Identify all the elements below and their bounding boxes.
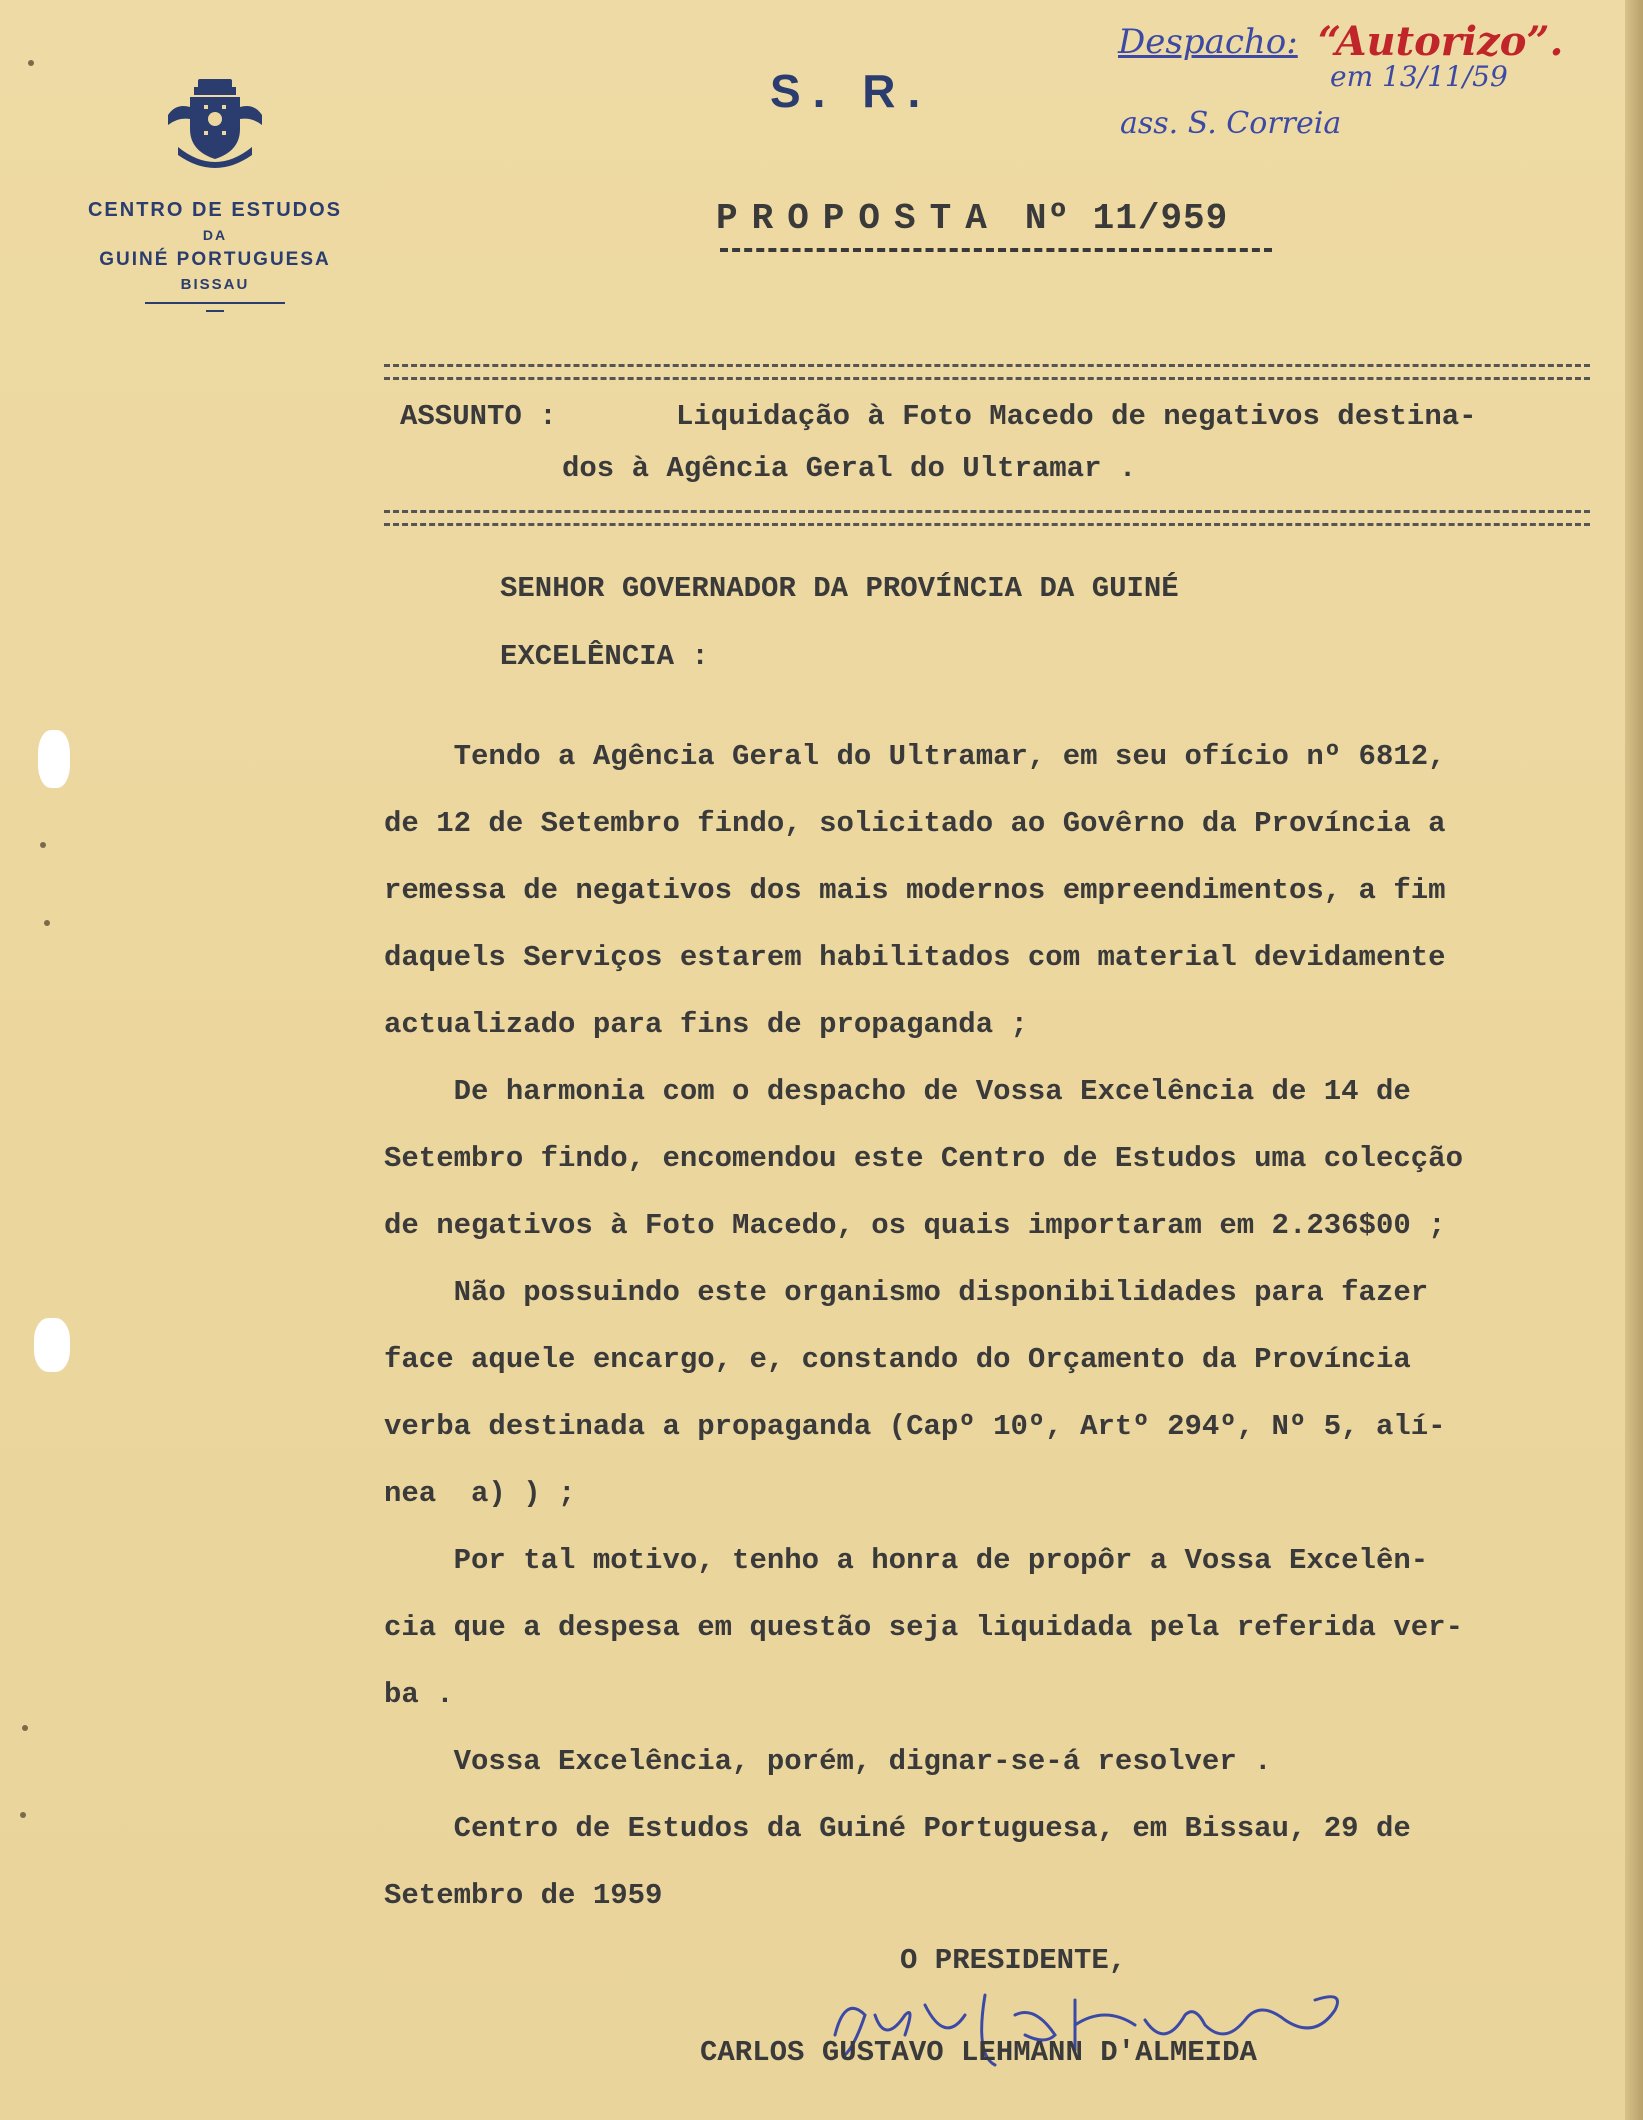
body-line: face aquele encargo, e, constando do Orçamento da Província [384, 1343, 1411, 1376]
punch-hole-top [38, 730, 70, 788]
subject-label: ASSUNTO : [400, 400, 557, 433]
body-line: de negativos à Foto Macedo, os quais importaram em 2.236$00 ; [384, 1209, 1446, 1242]
body-line: Tendo a Agência Geral do Ultramar, em seu ofício nº 6812, [384, 740, 1446, 773]
body-line: Vossa Excelência, porém, dignar-se-á resolver . [384, 1745, 1272, 1778]
header-mark: S. R. [770, 65, 933, 117]
body-line: De harmonia com o despacho de Vossa Excelência de 14 de [384, 1075, 1411, 1108]
despacho-signature: ass. S. Correia [1120, 106, 1342, 141]
page-edge [1625, 0, 1643, 2120]
speck [28, 60, 34, 66]
letterhead-rule-short [206, 310, 224, 312]
subject-rule-bottom [384, 510, 1590, 526]
punch-hole-bottom [34, 1318, 70, 1372]
body-line: actualizado para fins de propaganda ; [384, 1008, 1028, 1041]
body-line: cia que a despesa em questão seja liquidada pela referida ver- [384, 1611, 1463, 1644]
title-label: PROPOSTA [716, 198, 1001, 239]
despacho-label: Despacho: [1118, 22, 1298, 62]
body-line: remessa de negativos dos mais modernos empreendimentos, a fim [384, 874, 1446, 907]
org-name-line-2: DA [202, 227, 228, 243]
body-line: nea a) ) ; [384, 1477, 576, 1510]
body-line: Não possuindo este organismo disponibilidades para fazer [384, 1276, 1429, 1309]
closing-role: O PRESIDENTE, [900, 1944, 1127, 1977]
addressee-line-2: EXCELÊNCIA : [500, 640, 709, 673]
organization-letterhead [40, 196, 390, 312]
speck [20, 1812, 26, 1818]
despacho-value: “Autorizo”. [1318, 18, 1564, 65]
body-line: ba . [384, 1678, 454, 1711]
title-number: Nº 11/959 [1024, 198, 1229, 239]
letterhead-rule [145, 302, 285, 304]
addressee-line-1: SENHOR GOVERNADOR DA PROVÍNCIA DA GUINÉ [500, 572, 1179, 605]
body-line: de 12 de Setembro findo, solicitado ao Govêrno da Província a [384, 807, 1446, 840]
subject-line-1: Liquidação à Foto Macedo de negativos destina- [676, 400, 1477, 433]
body-line: Setembro findo, encomendou este Centro de Estudos uma colecção [384, 1142, 1463, 1175]
signatory-name: CARLOS GUSTAVO LEHMANN D'ALMEIDA [700, 2036, 1257, 2069]
subject-rule-top [384, 364, 1590, 380]
org-name-line-1: CENTRO DE ESTUDOS [87, 199, 343, 221]
speck [44, 920, 50, 926]
body-line: Centro de Estudos da Guiné Portuguesa, em Bissau, 29 de [384, 1812, 1411, 1845]
body-line: Por tal motivo, tenho a honra de propôr a Vossa Excelên- [384, 1544, 1429, 1577]
document-title [716, 198, 1228, 239]
body-line: verba destinada a propaganda (Capº 10º, Artº 294º, Nº 5, alí- [384, 1410, 1446, 1443]
body-line: Setembro de 1959 [384, 1879, 663, 1912]
despacho-date: em 13/11/59 [1330, 60, 1508, 93]
org-name-line-3: GUINÉ PORTUGUESA [99, 249, 331, 270]
body-line: daquels Serviços estarem habilitados com material devidamente [384, 941, 1446, 974]
org-location: BISSAU [180, 276, 250, 293]
speck [22, 1725, 28, 1731]
title-underline [720, 248, 1272, 252]
coat-of-arms-icon [160, 75, 270, 175]
speck [40, 842, 46, 848]
subject-line-2: dos à Agência Geral do Ultramar . [562, 452, 1137, 485]
